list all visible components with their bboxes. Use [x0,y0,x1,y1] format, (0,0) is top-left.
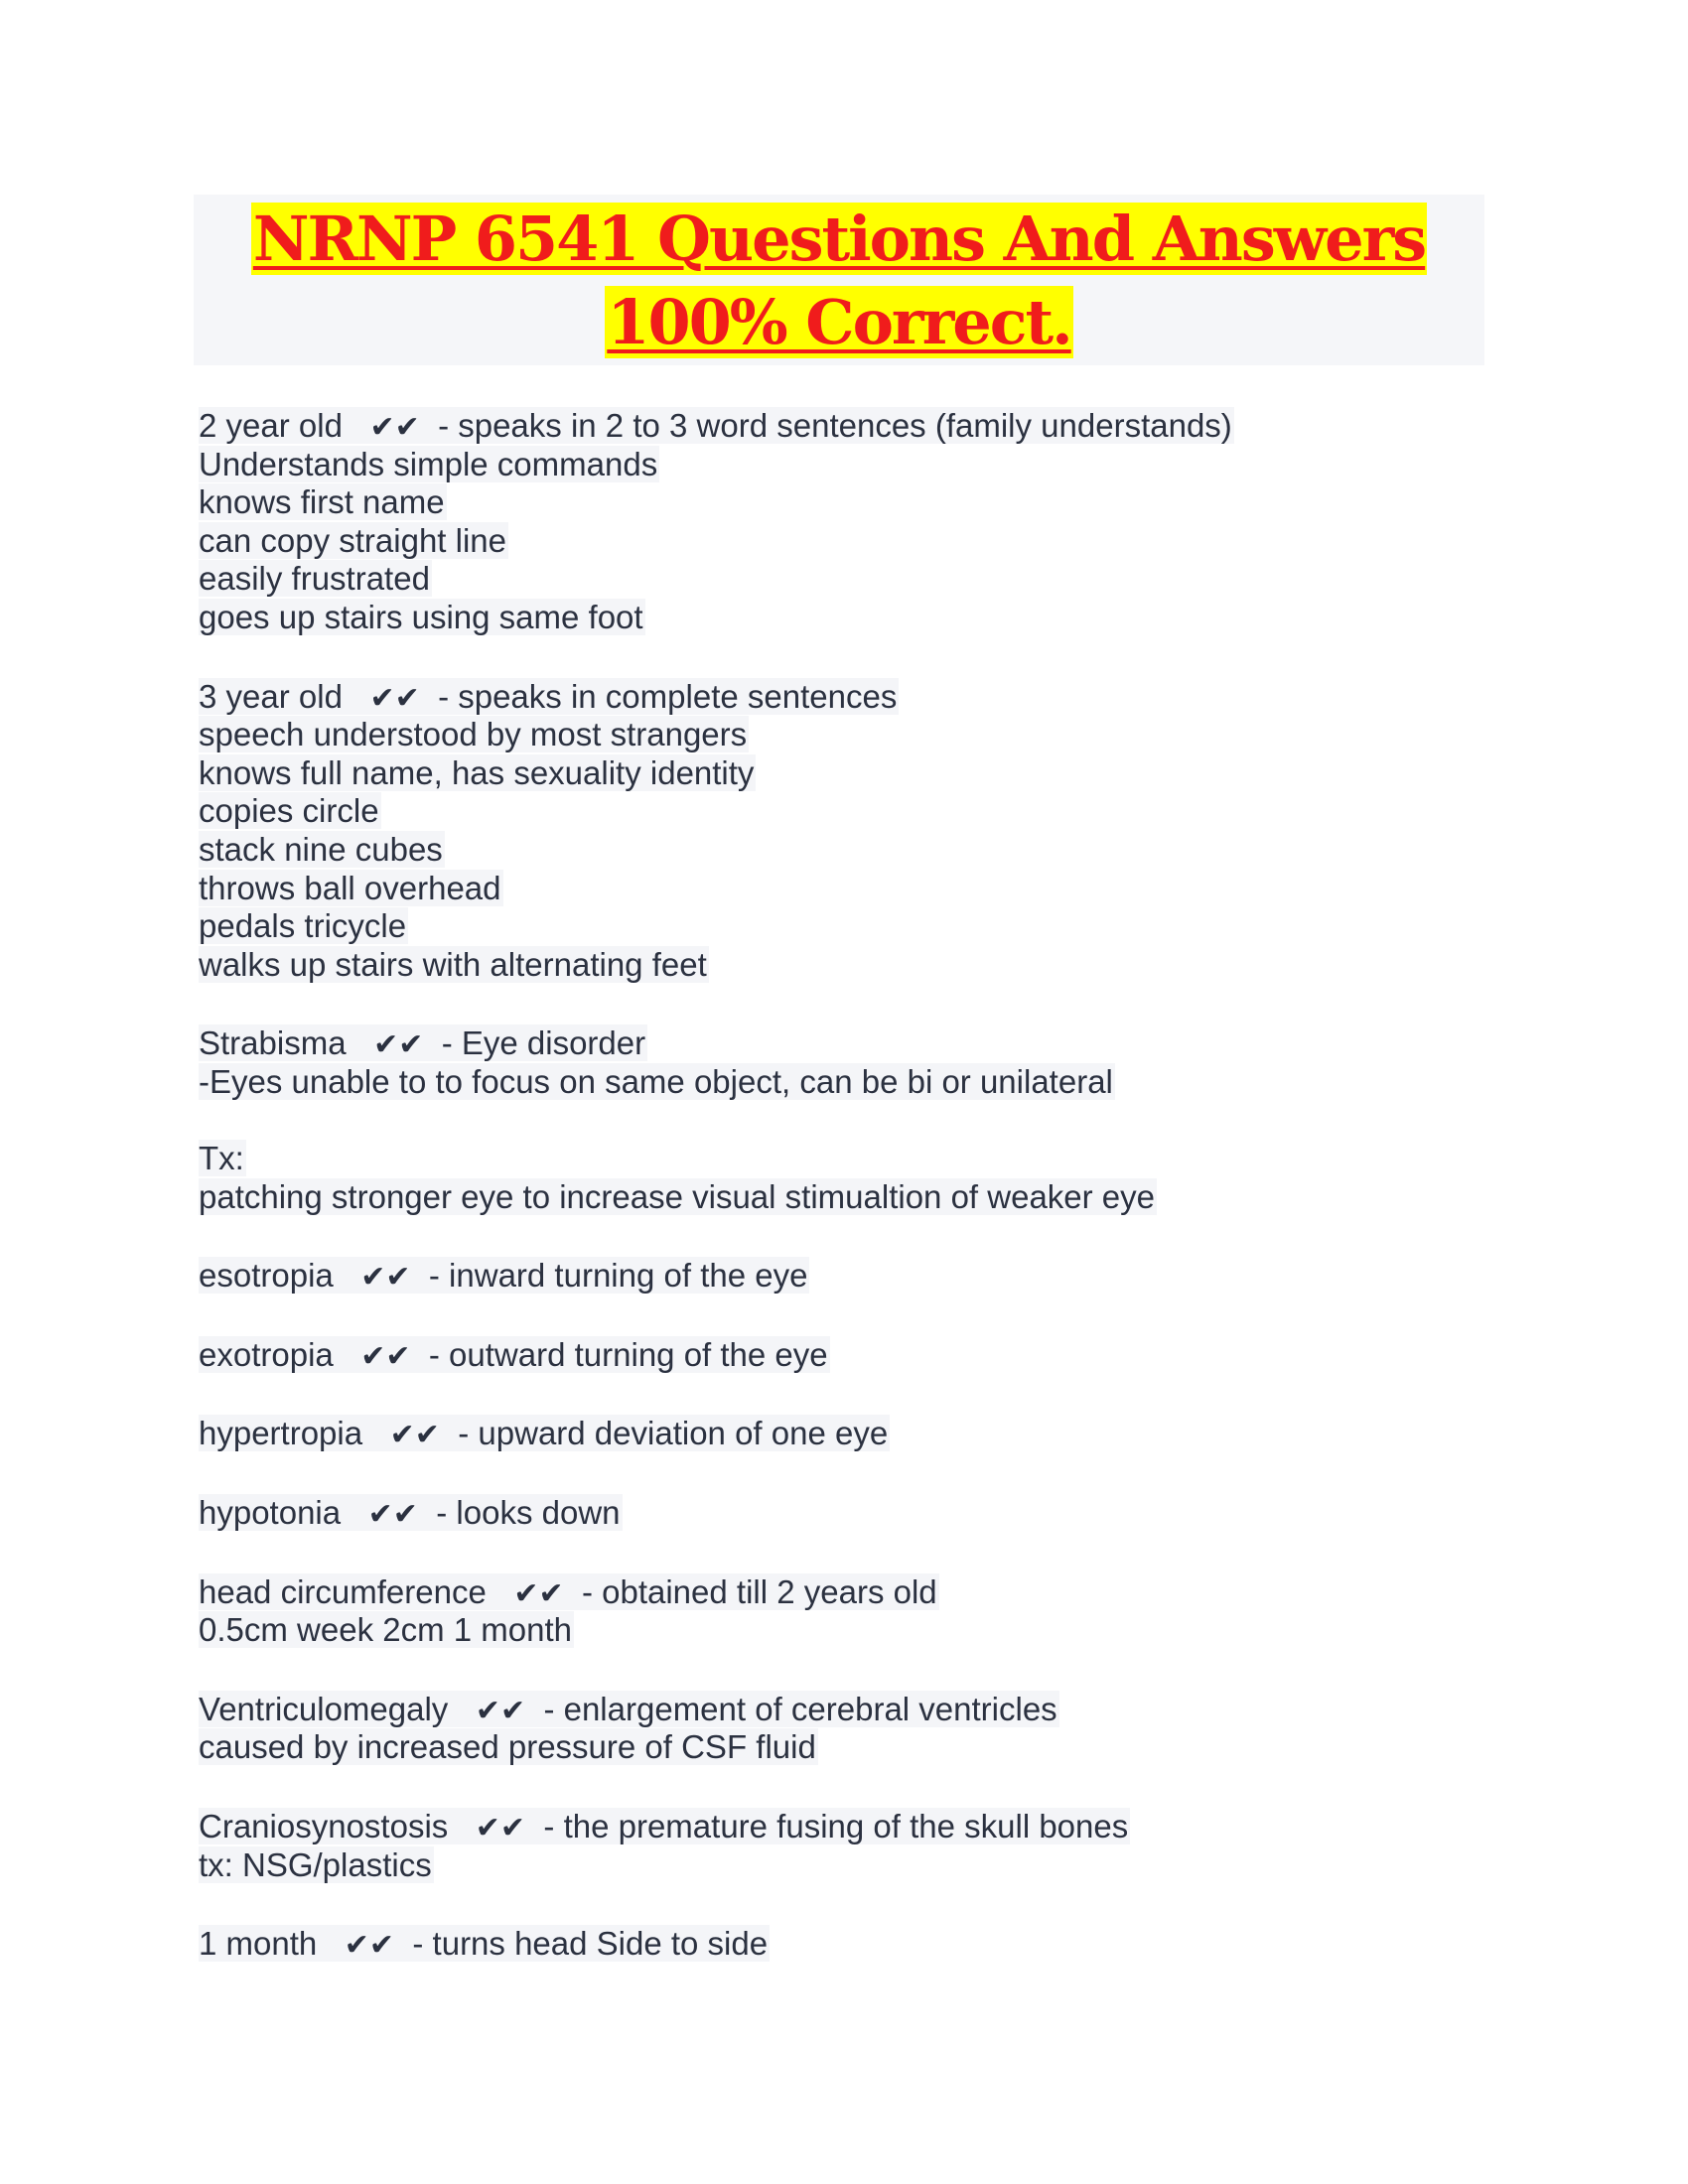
qa-entry [199,1925,1489,1964]
qa-term-text [199,1494,623,1531]
qa-term-text [199,1336,830,1373]
qa-detail-text: goes up stairs using same foot [199,598,643,635]
qa-entry [199,1691,1489,1767]
qa-entry [199,1808,1489,1884]
qa-entry [199,1336,1489,1375]
qa-term-text [199,1573,939,1610]
qa-detail-line [199,599,1489,637]
qa-detail-line [199,716,1489,754]
qa-entry [199,1415,1489,1453]
qa-term-line [199,1808,1489,1846]
qa-detail-line [199,1140,1489,1178]
qa-entry [199,407,1489,637]
qa-term: Craniosynostosis [199,1808,449,1845]
entry-spacer [199,637,1489,678]
entry-spacer [199,1650,1489,1691]
qa-detail-line [199,754,1489,793]
qa-detail-line [199,1611,1489,1650]
qa-term-line [199,1415,1489,1453]
qa-definition: - turns head Side to side [394,1925,769,1963]
qa-detail-line [199,792,1489,831]
qa-detail-text: can copy straight line [199,521,507,559]
qa-detail-text: -Eyes unable to to focus on same object, can be bi or unilateral [199,1062,1113,1100]
qa-detail-line [199,1846,1489,1885]
qa-term: hypotonia [199,1494,342,1532]
qa-detail-line [199,1063,1489,1102]
qa-detail-text: speech understood by most strangers [199,716,748,753]
qa-term-line [199,1691,1489,1729]
qa-detail-line [199,1728,1489,1767]
check-mark-icon: ✔✔ [475,1693,526,1728]
qa-term-line [199,407,1489,446]
qa-definition: - speaks in 2 to 3 word sentences (family understands) [419,407,1232,444]
qa-detail-text: tx: NSG/plastics [199,1845,432,1883]
qa-term: Strabisma [199,1024,347,1062]
check-mark-icon: ✔✔ [360,1338,411,1374]
entry-spacer [199,1453,1489,1494]
qa-term-line [199,1024,1489,1063]
document-body [199,407,1489,1964]
qa-term-line [199,1573,1489,1612]
qa-detail-line [199,483,1489,522]
check-mark-icon: ✔✔ [389,1418,440,1453]
qa-term-text [199,1257,809,1294]
entry-spacer [199,1296,1489,1336]
qa-entry [199,1573,1489,1650]
entry-spacer [199,1533,1489,1573]
qa-term: head circumference [199,1572,487,1610]
qa-detail-text: patching stronger eye to increase visual stimualtion of weaker eye [199,1177,1156,1215]
check-mark-icon: ✔✔ [344,1928,395,1964]
title-line-2-text: 100% Correct. [607,286,1071,358]
qa-detail-text: walks up stairs with alternating feet [199,945,707,983]
qa-term: hypertropia [199,1415,363,1452]
qa-definition: - obtained till 2 years old [563,1572,937,1610]
qa-definition: - looks down [417,1494,621,1532]
qa-definition: - speaks in complete sentences [419,677,898,715]
qa-detail-line [199,1102,1489,1141]
qa-detail-line [199,1178,1489,1217]
qa-definition: - upward deviation of one eye [439,1415,889,1452]
check-mark-icon: ✔✔ [360,1260,411,1296]
qa-term-line [199,1257,1489,1296]
qa-definition: - enlargement of cerebral ventricles [525,1690,1057,1727]
title-line-1 [194,198,1484,281]
entry-spacer [199,984,1489,1024]
qa-detail-line [199,560,1489,599]
qa-detail-text: Understands simple commands [199,445,658,482]
entry-spacer [199,1216,1489,1257]
qa-term-line [199,1494,1489,1533]
qa-detail-text: knows first name [199,483,445,521]
qa-detail-text: 0.5cm week 2cm 1 month [199,1611,572,1649]
qa-detail-text: pedals tricycle [199,907,407,945]
qa-detail-line [199,946,1489,985]
qa-term: 1 month [199,1925,318,1963]
qa-definition: - the premature fusing of the skull bones [525,1808,1129,1845]
qa-definition: - outward turning of the eye [410,1335,828,1373]
title-line-2 [194,281,1484,364]
qa-term: Ventriculomegaly [199,1690,449,1727]
entry-spacer [199,1884,1489,1925]
qa-term: exotropia [199,1335,334,1373]
qa-detail-text: Tx: [199,1140,244,1177]
qa-term: esotropia [199,1257,334,1295]
qa-term-line [199,678,1489,717]
qa-term-line [199,1336,1489,1375]
check-mark-icon: ✔✔ [475,1811,526,1846]
qa-term-text [199,407,1234,444]
check-mark-icon: ✔✔ [369,680,420,716]
qa-entry [199,678,1489,985]
check-mark-icon: ✔✔ [369,410,420,445]
qa-detail-line [199,831,1489,870]
check-mark-icon: ✔✔ [367,1497,418,1533]
qa-detail-text: easily frustrated [199,560,430,598]
qa-detail-text: stack nine cubes [199,830,443,868]
document-title-block [194,195,1484,365]
title-line-1-text: NRNP 6541 Questions And Answers [252,203,1426,275]
check-mark-icon: ✔✔ [513,1575,564,1611]
qa-detail-text: caused by increased pressure of CSF fluid [199,1728,816,1766]
qa-detail-line [199,870,1489,908]
entry-spacer [199,1767,1489,1808]
qa-term-text [199,1691,1059,1727]
qa-definition: - Eye disorder [423,1024,646,1062]
qa-term-text [199,1808,1130,1844]
qa-detail-text: copies circle [199,792,379,830]
qa-detail-text: knows full name, has sexuality identity [199,753,755,791]
qa-term: 3 year old [199,677,343,715]
qa-term-text [199,1024,647,1061]
qa-entry [199,1024,1489,1216]
qa-definition: - inward turning of the eye [410,1257,808,1295]
qa-entry [199,1257,1489,1296]
qa-detail-text: throws ball overhead [199,869,501,906]
qa-term-text [199,678,899,715]
qa-term: 2 year old [199,407,343,444]
qa-term-line [199,1925,1489,1964]
qa-term-text [199,1925,770,1962]
qa-detail-line [199,446,1489,484]
qa-detail-line [199,907,1489,946]
entry-spacer [199,1374,1489,1415]
qa-entry [199,1494,1489,1533]
qa-detail-line [199,522,1489,561]
qa-term-text [199,1415,890,1451]
check-mark-icon: ✔✔ [373,1027,424,1063]
